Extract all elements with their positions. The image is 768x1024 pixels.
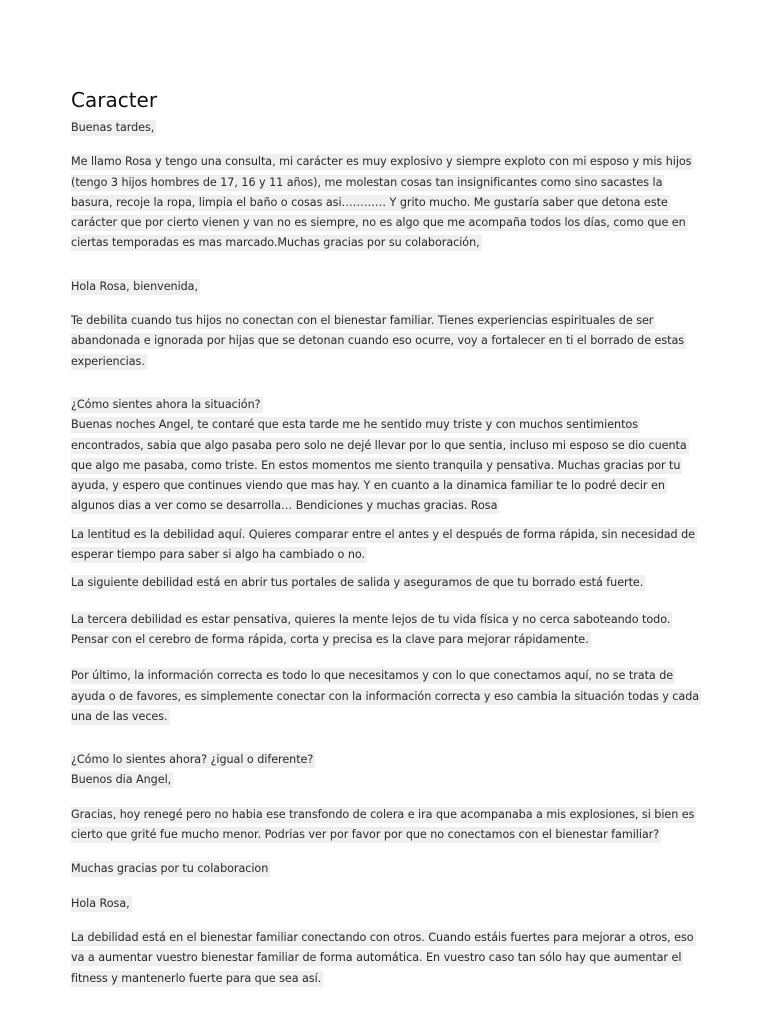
paragraph-respuesta-1 bbox=[71, 415, 703, 516]
paragraph-ultimo bbox=[71, 666, 703, 727]
paragraph-text: Buenas noches Angel, te contaré que esta tarde me he sentido muy triste y con muchos sentimientos encontrados, sabia que algo pasaba pero solo ne dejé llevar por lo que sentia, incluso mi esposo se dio cuenta que algo me pasaba, como triste. En estos momentos me siento tranquila y pensativa. Muchas gracias por tu ayuda, y espero que continues viendo que mas hay. Y en cuanto a la dinamica familiar te lo podré decir en algunos dias a ver como se desarrolla… Bendiciones y muchas gracias. Rosa bbox=[71, 418, 687, 513]
paragraph-text: La tercera debilidad es estar pensativa, quieres la mente lejos de tu vida física y no cerca saboteando todo. Pensar con el cerebro de forma rápida, corta y precisa es la clave para mejorar rápidamente. bbox=[71, 612, 671, 646]
paragraph-question-2 bbox=[71, 750, 703, 770]
paragraph-text: Hola Rosa, bbox=[71, 896, 130, 910]
paragraph-text: La debilidad está en el bienestar familiar conectando con otros. Cuando estáis fuertes para mejorar a otros, eso va a aumentar vuestro bienestar familiar de forma automática. En vuestro caso tan sólo hay que aumentar el fitness y mantenerlo fuerte para que sea así. bbox=[71, 930, 694, 985]
paragraph-hola-rosa bbox=[71, 894, 703, 914]
paragraph-text: Me llamo Rosa y tengo una consulta, mi carácter es muy explosivo y siempre exploto con mi esposo y mis hijos (tengo 3 hijos hombres de 17, 16 y 11 años), me molestan cosas tan insignificantes como sino sacastes la basura, recoje la ropa, limpia el baño o cosas asi………… Y grito mucho. Me gustaría saber que detona este carácter que por cierto vienen y van no es siempre, no es algo que me acompaña todos los días, como que en ciertas temporadas es mas marcado.Muchas gracias por su colaboración, bbox=[71, 155, 692, 250]
paragraph-bienvenida bbox=[71, 277, 703, 297]
paragraph-muchas-gracias bbox=[71, 859, 703, 879]
paragraph-text: La lentitud es la debilidad aquí. Quieres comparar entre el antes y el después de forma rápida, sin necesidad de esperar tiempo para saber si algo ha cambiado o no. bbox=[71, 527, 696, 562]
paragraph-text: Buenos dia Angel, bbox=[71, 773, 172, 787]
paragraph-text: Te debilita cuando tus hijos no conectan con el bienestar familiar. Tienes experiencias espirituales de ser abandonada e ignorada por hijas que se detonan cuando eso ocurre, voy a fortalecer en ti el borrado de estas experiencias. bbox=[71, 314, 685, 368]
paragraph-buenos-dia bbox=[71, 770, 703, 790]
paragraph-text: Hola Rosa, bienvenida, bbox=[71, 279, 198, 293]
paragraph-question-1 bbox=[71, 395, 703, 415]
paragraph-tercera bbox=[71, 610, 703, 651]
paragraph-text: ¿Cómo sientes ahora la situación? bbox=[71, 397, 261, 411]
paragraph-lentitud bbox=[71, 525, 703, 566]
document-title: Caracter bbox=[71, 88, 158, 112]
paragraph-greeting bbox=[71, 118, 703, 138]
document-page bbox=[71, 88, 703, 989]
paragraph-gracias bbox=[71, 805, 703, 846]
paragraph-text: ¿Cómo lo sientes ahora? ¿igual o diferente? bbox=[71, 753, 314, 767]
paragraph-text: Por último, la información correcta es todo lo que necesitamos y con lo que conectamos aquí, no se trata de ayuda o de favores, es simplemente conectar con la información correcta y eso cambia la situación todas y cada una de las veces. bbox=[71, 669, 700, 723]
paragraph-text: Gracias, hoy renegé pero no habia ese transfondo de colera e ira que acompanaba a mis explosiones, si bien es cierto que grité fue mucho menor. Podrias ver por favor por que no conectamos con el bienestar familiar? bbox=[71, 807, 695, 842]
paragraph-debilidad-final bbox=[71, 928, 703, 989]
paragraph-text: Buenas tardes, bbox=[71, 121, 155, 134]
paragraph-text: Muchas gracias por tu colaboracion bbox=[71, 862, 269, 876]
paragraph-siguiente bbox=[71, 573, 703, 593]
paragraph-consulta bbox=[71, 152, 703, 253]
paragraph-text: La siguiente debilidad está en abrir tus portales de salida y aseguramos de que tu borrado está fuerte. bbox=[71, 576, 644, 590]
paragraph-debilita bbox=[71, 311, 703, 372]
